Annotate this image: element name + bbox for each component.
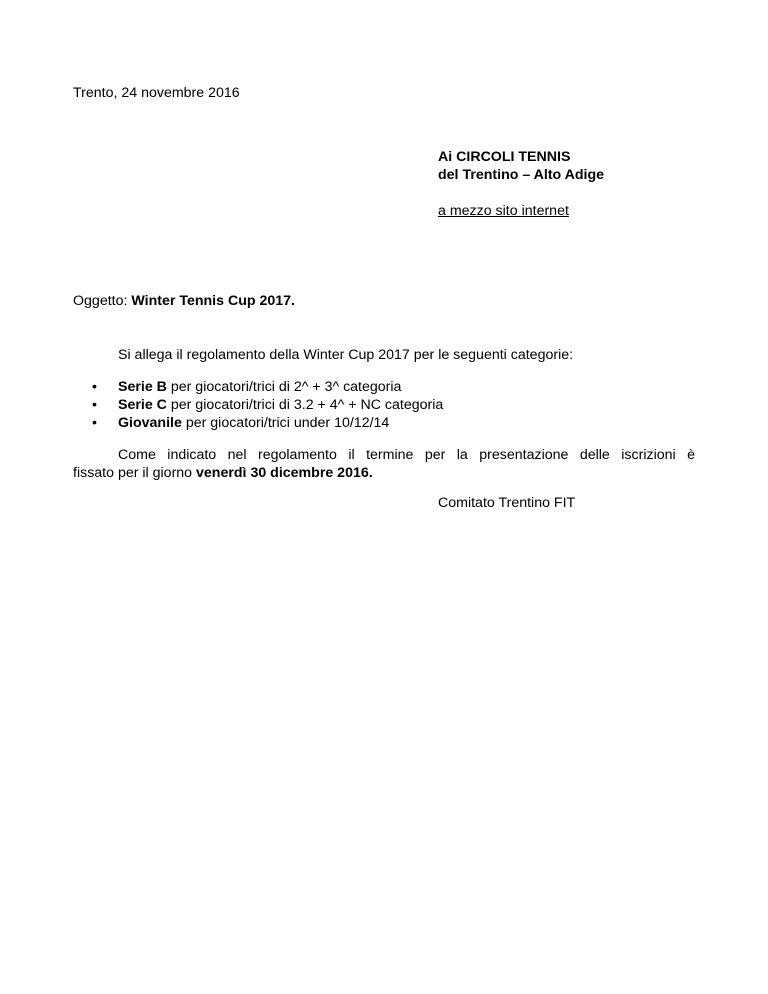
recipient-block bbox=[438, 148, 604, 220]
category-name: Giovanile bbox=[118, 415, 182, 431]
deadline-date: venerdì 30 dicembre 2016. bbox=[196, 465, 373, 481]
category-name: Serie C bbox=[118, 397, 167, 413]
recipient-line-1: Ai CIRCOLI TENNIS bbox=[438, 149, 571, 165]
category-name: Serie B bbox=[118, 379, 167, 395]
category-desc: per giocatori/trici di 2^ + 3^ categoria bbox=[170, 379, 402, 395]
recipient-line-2: del Trentino – Alto Adige bbox=[438, 167, 605, 183]
bullet-icon: • bbox=[92, 397, 97, 413]
recipient-line-3: a mezzo sito internet bbox=[438, 203, 569, 219]
subject-line bbox=[73, 292, 295, 310]
signature: Comitato Trentino FIT bbox=[438, 495, 576, 511]
bullet-icon: • bbox=[92, 415, 97, 431]
deadline-paragraph bbox=[73, 446, 695, 482]
category-desc: per giocatori/trici under 10/12/14 bbox=[185, 415, 390, 431]
deadline-prefix: fissato per il giorno bbox=[73, 465, 193, 481]
date-line: Trento, 24 novembre 2016 bbox=[73, 85, 240, 101]
deadline-line-1: Come indicato nel regolamento il termine per la presentazione delle iscrizioni è bbox=[118, 447, 695, 463]
list-item bbox=[92, 396, 443, 414]
deadline-line-2 bbox=[73, 464, 695, 482]
category-list bbox=[92, 378, 443, 432]
category-desc: per giocatori/trici di 3.2 + 4^ + NC categoria bbox=[170, 397, 444, 413]
list-item bbox=[92, 378, 443, 396]
subject-label: Oggetto: bbox=[73, 293, 128, 309]
bullet-icon: • bbox=[92, 379, 97, 395]
list-item bbox=[92, 414, 443, 432]
subject-text: Winter Tennis Cup 2017. bbox=[131, 293, 295, 309]
intro-text: Si allega il regolamento della Winter Cup 2017 per le seguenti categorie: bbox=[118, 347, 574, 363]
